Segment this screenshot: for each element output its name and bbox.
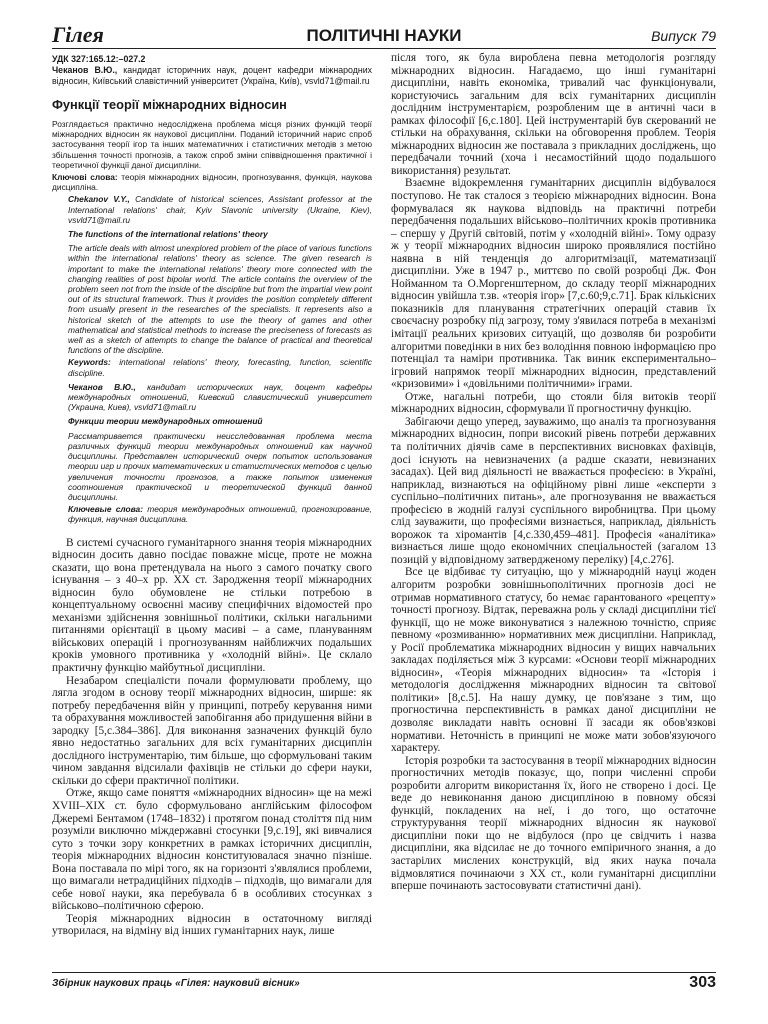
- paragraph: Теорія міжнародних відносин в остаточному вигляді утворилася, на відміну від інших гуманітарних наук, лише: [52, 912, 372, 938]
- section-title: ПОЛІТИЧНІ НАУКИ: [306, 26, 462, 45]
- article-title-ru: Функции теории международных отношений: [68, 416, 263, 427]
- author-ua: Чеканов В.Ю., кандидат історичних наук, доцент кафедри міжнародних відносин, Київський славістичний університет (Україна, Київ), vsvld71@mail.ru: [52, 65, 373, 86]
- abstract-ru: Рассматривается практически неисследованная проблема места различных функций теории международных отношений как научной дисциплины. Представлен исторический очерк попыток использования теории игр и прочих математических и статистических методов с целью увеличения точности прогнозов, а также попыток изменения соотношения практической и теоретической функций данной дисциплины.: [68, 430, 372, 502]
- paragraph: В системі сучасного гуманітарного знання теорія міжнародних відносин досить давно посідає поважне місце, проте не можна сказати, що вона претендувала на нього з самого початку свого існування – з 40–х рр. XX ст. Зародження теорії міжнародних відносин було обумовлене не стільки потребою в концептуальному освоєнні масиву специфічних відомостей про механізми здійснення зовнішньої політики, скільки нагальними питаннями орієнтації в цьому масиві – а саме, плануванням військових операцій і прогнозуванням найближчих подальших кроків умовного противника у «холодній війні». Це склало практичну функцію майбутньої дисципліни.: [52, 536, 372, 674]
- keywords-ru: Ключевые слова: теория международных отношений, прогнозирование, функция, научная дисциплина.: [68, 504, 372, 525]
- author-ru: Чеканов В.Ю., кандидат исторических наук, доцент кафедры международных отношений, Киевский славистический университет (Украина, Киев), vsvld71@mail.ru: [68, 381, 372, 413]
- paragraph: Взаємне відокремлення гуманітарних дисциплін відбувалося поступово. Не так сталося з теорією міжнародних відносин. Вона формувалася як наукова відповідь на практичні потреби передбачення подальших військово–політичних кроків противника – спершу у Другій світовій, потім у «холодній війні». Тому одразу ж у теорії міжнародних відносин широко проявлялися постійно наявна в ній тенденція до алгоритмізації, математизації дисципліни. Уже в 1947 р., миттєво по своїй розробці Дж. Фон Нойманном та О.Моргенштерном, до складу теорії міжнародних відносин увійшла т.зв. «теорія ігор» [7,с.60;9,с.71]. Брак кількісних показників для планування стратегічних операцій ставив їх своєчасну розробку під загрозу, тому з'явилася потреба в механізмі імітації реальних кризових ситуацій, що дозволяв би розробити алгоритми поведінки в них без володіння повною інформацією про потенціал та наміри противника. Так виник експериментально–ігровий напрямок теорії міжнародних відносин, представлений «кризовими» і «довільними політичними» іграми.: [391, 177, 716, 391]
- article-title-en: The functions of the international relations' theory: [68, 229, 268, 240]
- issue-number: Випуск 79: [651, 28, 716, 44]
- paragraph: Все це відбиває ту ситуацію, що у міжнародній науці жоден алгоритм розробки зовнішньополітичних прогнозів досі не отримав нормативного статусу, бо немає гарантованого «рецепту» точності прогнозу. Відтак, переважна роль у складі дисципліни тієї функції, що не може виконуватися з належною точністю, сприяє певному «розмиванню» нормативних меж дисципліни. Наприклад, у Росії проблематика міжнародних відносин у вищих навчальних закладах поділяється між 3 курсами: «Основи теорії міжнародних відносин», «Теорія міжнародних відносин» та «Історія і методологія дослідження міжнародних відносин та світової політики» [8,с.5]. На нашу думку, це пов'язане з тим, що прогностична перспективність в рамках даної дисципліни не дозволяє викладати навіть основні її засади як обов'язкові нормативи. Неточність в принципі не може мати зобов'язуючого характеру.: [391, 566, 716, 755]
- body-right: [391, 52, 716, 893]
- abstract-ua: Розглядається практично недосліджена проблема місця різних функцій теорії міжнародних відносин як наукової дисципліни. Поданий історичний нарис спроб застосування теорії ігор та інших математичних і статистичних методів з метою збільшення точності прогнозів, а також спроб зміни співвідношення практичної і теоретичної функції даної дисципліни.: [52, 119, 372, 170]
- page-header: [52, 22, 716, 49]
- paragraph: Отже, якщо саме поняття «міжнародних відносин» ще на межі XVIII–XIX ст. було сформульовано англійським філософом Джеремі Бентамом (1748–1832) і протягом понад століття під ним розуміли виключно міждержавні стосунки [9,с.19], які вивчалися суто з точки зору конкретних в рамках історичних дисциплін, теорія міжнародних відносин конституювалася значно пізніше. Вона поставала по мірі того, як на горизонті з'являлися проблеми, що вимагали нетрадиційних підходів – підходів, що вимагали для себе нової науки, яка перебувала б в особливих стосунках з військово–політичною сферою.: [52, 787, 372, 913]
- journal-title: Гілея: [52, 22, 104, 47]
- body-left: [52, 537, 372, 939]
- paragraph: Забігаючи дещо уперед, зауважимо, що аналіз та прогнозування міжнародних відносин, попри високий рівень потреби державних та політичних діячів саме в перспективних висновках фахівців, досі існують на невизначених (а радше сказати, невизнаних засадах). Цей вид діяльності не вважається професією: в Україні, наприклад, визнаються на офіційному рівні лише «експерти з суспільно–політичних питань», але прогнозування не вважається професією в жодній галузі суспільного виробництва. При цьому слід зауважити, що професіями визнається, наприклад, діяльність ворожок та хіромантів [4,с.330,459–481]. Професія «аналітика» визнається лише щодо економічних спеціальностей (загалом 13 позицій у відповідному затвердженому переліку) [4,с.276].: [391, 415, 716, 566]
- abstract-en: The article deals with almost unexplored problem of the place of various functions within the international relations' theory as science. The given research is important to make the international relations' theory more connected with the changing realities of post bipolar world. The article contains the overview of the problem seen not from the inside of the discipline but from the impartial view point out of its structural framework. Thus it provides the position completely different from usually present in the researches of the specialists. It represents also a historical sketch of the attempts to use the theory of games and other mathematical and statistical methods to increase the preciseness of forecasts as well as a sketch of attempts to change the balance of practical and theoretical functions of the discipline.: [68, 243, 372, 356]
- paragraph: Отже, нагальні потреби, що стояли біля витоків теорії міжнародних відносин, сформували її прогностичну функцію.: [391, 390, 716, 416]
- keywords-en: Keywords: international relations' theory, forecasting, function, scientific discipline.: [68, 357, 372, 378]
- udc-code: УДК 327:165.12:–027.2: [52, 54, 146, 64]
- page-number: 303: [689, 974, 716, 991]
- paragraph: Історія розробки та застосування в теорії міжнародних відносин прогностичних методів показує, що, попри численні спроби розробити алгоритм використання їх, його не створено і досі. Це веде до невиконання даною дисципліною в повному обсязі функцій, покладених на неї, і до того, що остаточне структурування теорії міжнародних відносин як наукової дисципліни поки що не відбулося (про це свідчить і назва дисципліни, яка відсилає не до точного емпіричного знання, а до застарілих мислених конструкцій, від яких наука почала відмовлятися починаючи з XX ст., коли гуманітарні дисципліни вперше починають застосовувати статистичні дані).: [391, 754, 716, 893]
- author-en: Chekanov V.Y., Candidate of historical sciences, Assistant professor at the International relations' chair, Kyiv Slavonic university (Ukraine, Kiev), vsvld71@mail.ru: [68, 194, 372, 225]
- paragraph: Незабаром спеціалісти почали формулювати проблему, що лягла згодом в основу теорії міжнародних відносин, ширше: як потребу передбачення війн у принципі, потребу керування ними та обрахування можливостей запобігання або придушення війни в зародку [5,с.384–386]. Для виконання зазначених функцій було явно недостатньо загальних для всіх гуманітарних дисциплін дослідного інструментарію, тим більше, що сформульовані таким чином завдання відсилали фахівців не стільки до сфери науки, скільки до сфери практичної політики.: [52, 674, 372, 787]
- page-footer: [52, 972, 716, 995]
- keywords-ua: Ключові слова: теорія міжнародних відносин, прогнозування, функція, наукова дисципліна.: [52, 172, 373, 193]
- left-column: [52, 54, 372, 938]
- paragraph: після того, як була вироблена певна методологія розгляду міжнародних відносин. Нагадаємо, що інші гуманітарні дисципліни, навіть економіка, тривалий час функціонували, користуючись загальним для всіх гуманітарних дисциплін дослідним інструментарієм, розробленим ще в античні часи в рамках філософії [6,с.180]. Цей інструментарій був скерований не стільки на обрахування, скільки на обговорення проблем. Теорія міжнародних відносин же поставала з прикладних досліджень, що передбачали точний (хоча і несамостійний щодо подальшого використання) результат.: [391, 52, 716, 177]
- collection-name: Збірник наукових праць «Гілея: науковий вісник»: [52, 978, 300, 989]
- article-title-ua: Функції теорії міжнародних відносин: [52, 97, 287, 112]
- right-column: [391, 52, 716, 893]
